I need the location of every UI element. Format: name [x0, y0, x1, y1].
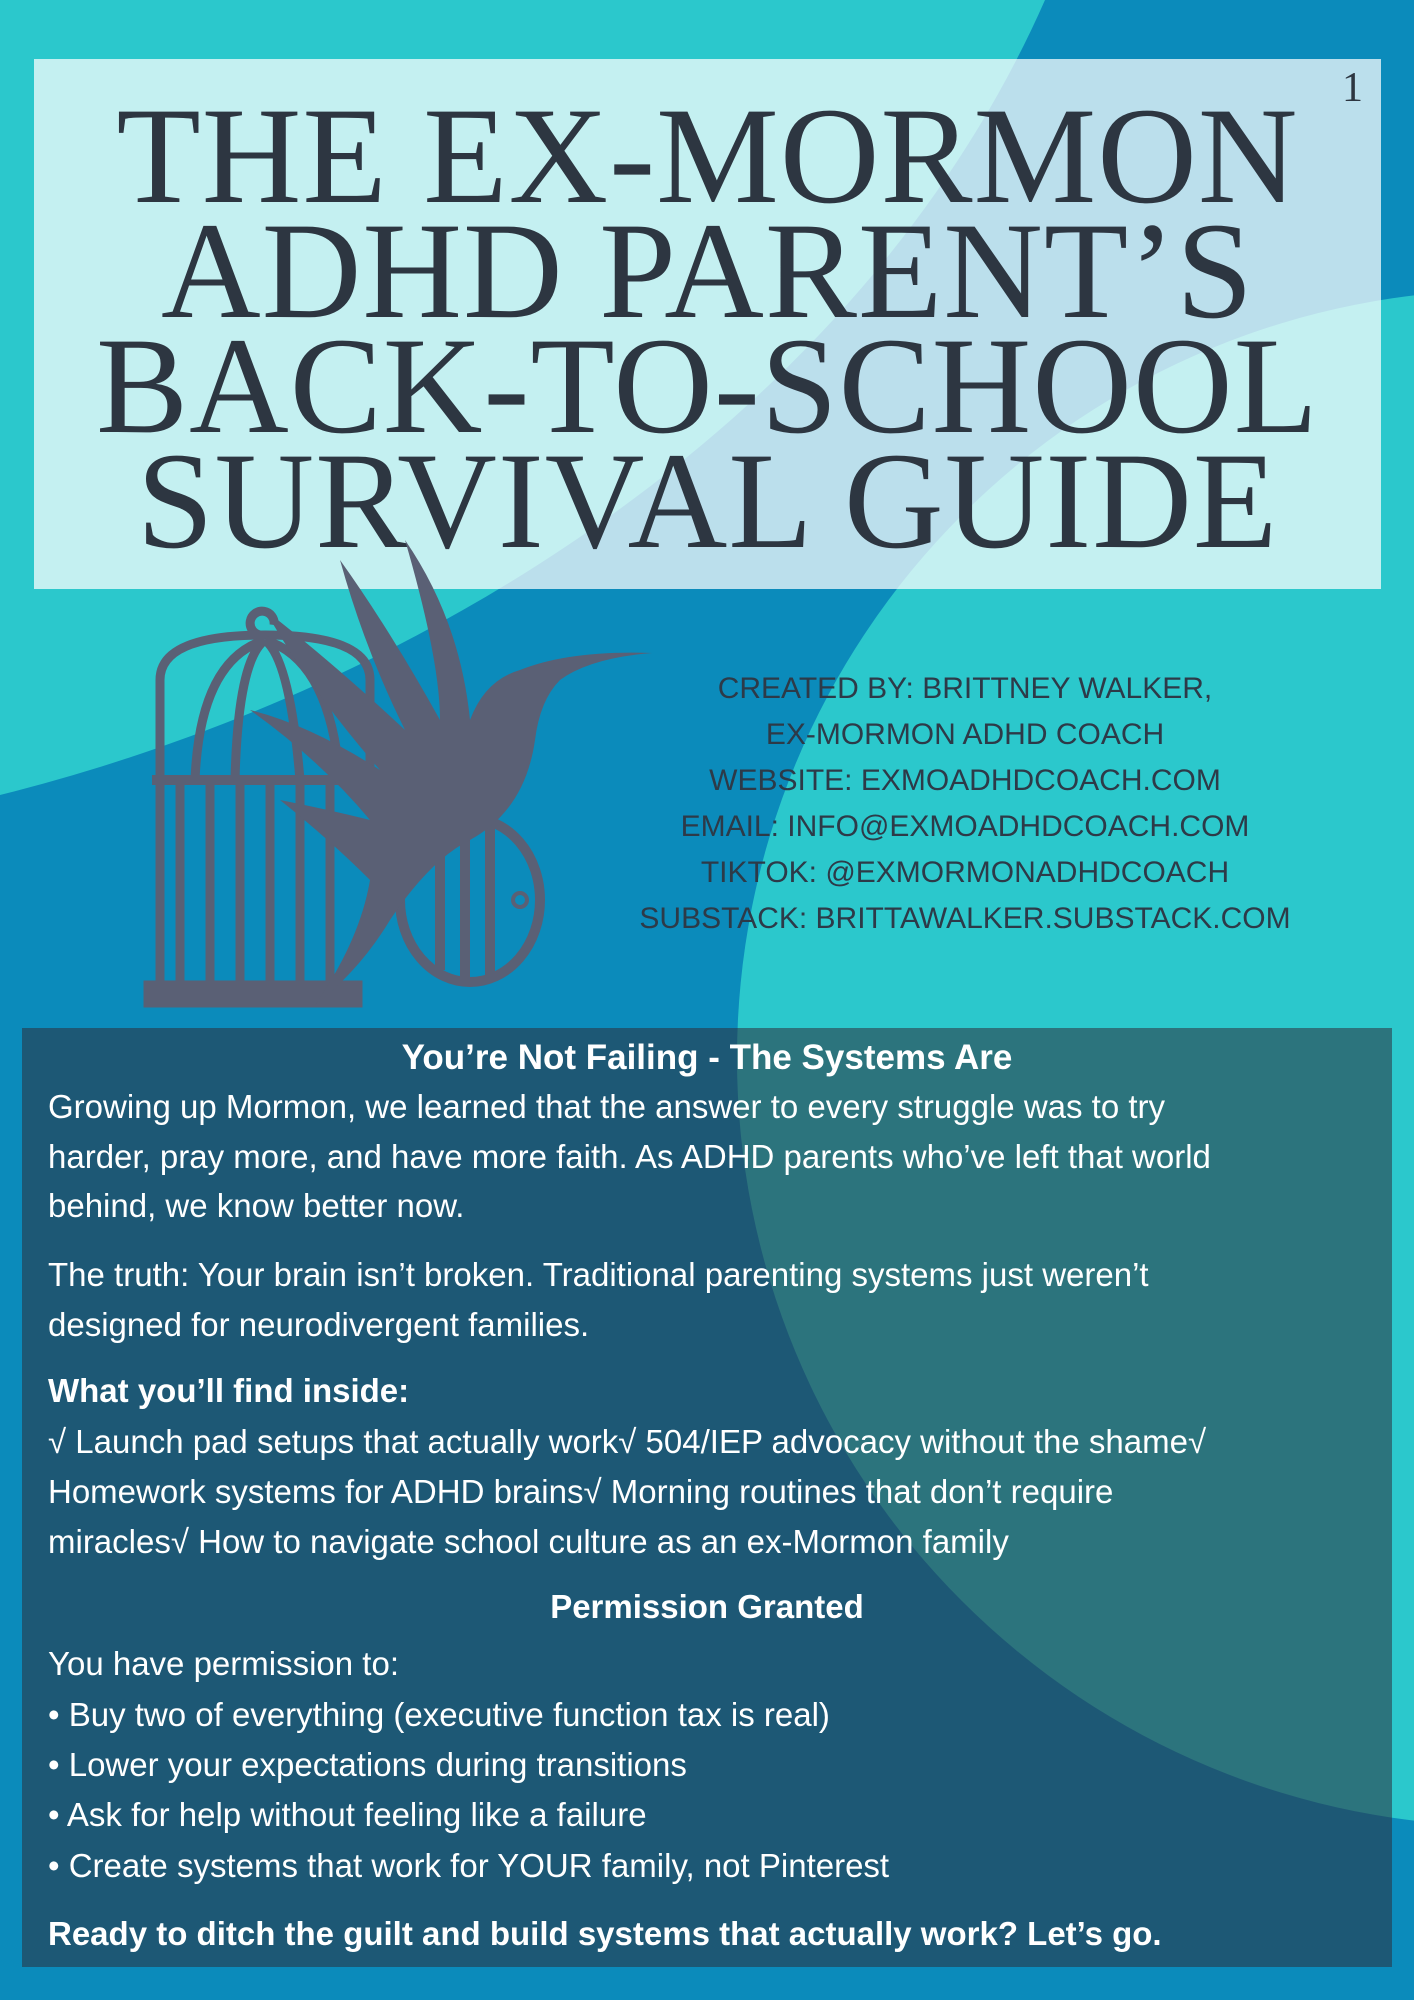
creator-title-line: EX-MORMON ADHD COACH [765, 718, 1165, 751]
permission-item: • Buy two of everything (executive function tax is real) [48, 1696, 830, 1733]
intro-line: Growing up Mormon, we learned that the answer to every struggle was to try [48, 1088, 1166, 1125]
permission-heading: Permission Granted [550, 1588, 864, 1625]
truth-line: The truth: Your brain isn’t broken. Traditional parenting systems just weren’t [48, 1256, 1149, 1293]
title-line-1: THE EX-MORMON [116, 79, 1299, 232]
permission-item: • Create systems that work for YOUR family, not Pinterest [48, 1847, 890, 1884]
title-line-2: ADHD PARENT’S [161, 194, 1254, 347]
intro-line: behind, we know better now. [48, 1187, 465, 1224]
truth-line: designed for neurodivergent families. [48, 1306, 590, 1343]
title-line-3: BACK-TO-SCHOOL [96, 309, 1319, 462]
permission-item: • Ask for help without feeling like a failure [48, 1796, 647, 1833]
inside-line: miracles√ How to navigate school culture as an ex-Mormon family [48, 1523, 1009, 1560]
inside-line: Homework systems for ADHD brains√ Morning routines that don’t require [48, 1473, 1114, 1510]
closing-line: Ready to ditch the guilt and build systems that actually work? Let’s go. [48, 1915, 1162, 1952]
creator-line: CREATED BY: BRITTNEY WALKER, [717, 672, 1213, 705]
permission-item: • Lower your expectations during transitions [48, 1746, 687, 1783]
section-heading: You’re Not Failing - The Systems Are [401, 1038, 1013, 1077]
website-link[interactable]: WEBSITE: EXMOADHDCOACH.COM [709, 764, 1221, 797]
page-number: 1 [1342, 65, 1363, 111]
tiktok-link[interactable]: TIKTOK: @EXMORMONADHDCOACH [700, 856, 1230, 889]
inside-line: √ Launch pad setups that actually work√ 504/IEP advocacy without the shame√ [48, 1423, 1207, 1460]
inside-heading: What you’ll find inside: [48, 1372, 410, 1409]
title-line-4: SURVIVAL GUIDE [136, 424, 1279, 577]
email-link[interactable]: EMAIL: INFO@EXMOADHDCOACH.COM [680, 810, 1250, 843]
intro-line: harder, pray more, and have more faith. As ADHD parents who’ve left that world [48, 1138, 1211, 1175]
title-box [34, 59, 1381, 589]
substack-link[interactable]: SUBSTACK: BRITTAWALKER.SUBSTACK.COM [639, 902, 1291, 935]
permission-intro: You have permission to: [48, 1645, 399, 1682]
